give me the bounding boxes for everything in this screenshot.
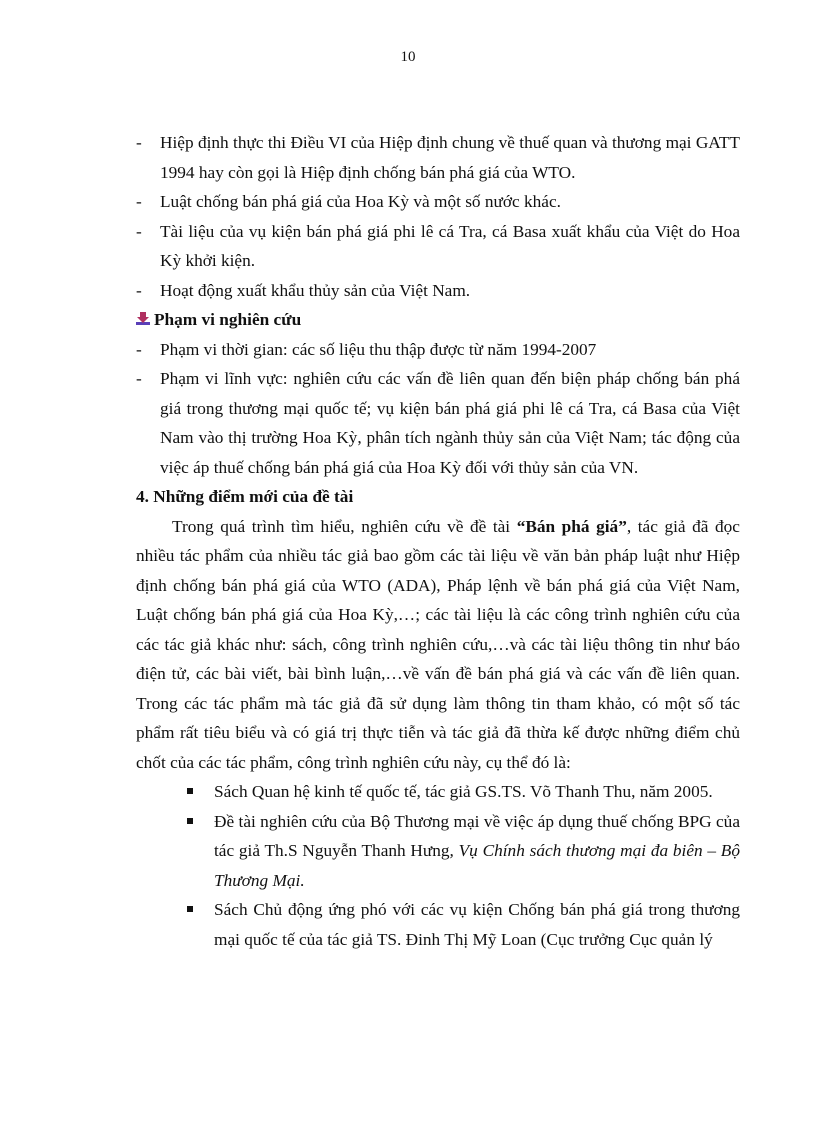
paragraph-text: , tác giả đã đọc nhiều tác phẩm của nhiều tác giả bao gồm các tài liệu về văn bản pháp luật như Hiệp định chống bán phá giá của WTO (ADA), Pháp lệnh về bán phá giá của Việt Nam, Luật chống bán phá giá của Hoa Kỳ,…; các tài liệu là các công trình nghiên cứu của các tác giả khác như: sách, công trình nghiên cứu,…và các tài liệu thông tin như báo điện tử, các bài viết, bài bình luận,…về vấn đề bán phá giá và các vấn đề liên quan. Trong các tác phẩm mà tác giả đã sử dụng làm thông tin tham khảo, có một số tác phẩm rất tiêu biểu và có giá trị thực tiễn và tác giả đã thừa kế được những điểm chủ chốt của các tác phẩm, công trình nghiên cứu này, cụ thể đó là: xyxy=(136,516,740,772)
page-content xyxy=(136,128,740,954)
dash-marker: - xyxy=(136,369,142,388)
list-item-text: Phạm vi lĩnh vực: nghiên cứu các vấn đề liên quan đến biện pháp chống bán phá giá trong thương mại quốc tế; vụ kiện bán phá giá phi lê cá Tra, cá Basa của Việt Nam vào thị trường Hoa Kỳ, phân tích ngành thủy sản của Việt Nam; tác động của việc áp thuế chống bán phá giá của Hoa Kỳ đối với thủy sản của VN. xyxy=(160,369,740,477)
list-item xyxy=(136,364,740,482)
square-bullet-icon xyxy=(187,788,193,794)
square-bullet-icon xyxy=(187,818,193,824)
down-arrow-icon xyxy=(136,312,150,328)
page-number: 10 xyxy=(400,49,416,65)
list-item xyxy=(136,217,740,276)
research-scope-heading xyxy=(136,305,740,335)
list-item xyxy=(136,128,740,187)
body-paragraph xyxy=(136,512,740,778)
bullet-item xyxy=(136,807,740,896)
bullet-text: Đề tài nghiên cứu của Bộ Thương mại về việc áp dụng thuế chống BPG của tác giả Th.S Nguyễn Thanh Hưng xyxy=(214,811,740,860)
list-item-text: Tài liệu của vụ kiện bán phá giá phi lê cá Tra, cá Basa xuất khẩu của Việt do Hoa Kỳ khởi kiện. xyxy=(160,221,740,270)
paragraph-text: Trong quá trình tìm hiểu, nghiên cứu về đề tài xyxy=(172,516,517,536)
bullet-item xyxy=(136,895,740,954)
list-item-text: Phạm vi thời gian: các số liệu thu thập được từ năm 1994-2007 xyxy=(160,339,597,359)
research-scope-heading-text: Phạm vi nghiên cứu xyxy=(154,310,302,329)
list-item xyxy=(136,335,740,365)
list-item-text: Hoạt động xuất khẩu thủy sản của Việt Nam. xyxy=(160,280,471,300)
bullet-text: Sách Quan hệ kinh tế quốc tế, tác giả GS.TS. Võ Thanh Thu, năm 2005. xyxy=(214,782,713,801)
dash-marker: - xyxy=(136,133,142,152)
dash-marker: - xyxy=(136,280,142,300)
square-bullet-icon xyxy=(187,906,193,912)
bullet-text-italic: , Vụ Chính sách thương mại đa biên – Bộ Thương Mại. xyxy=(214,841,740,890)
list-item xyxy=(136,276,740,306)
list-item-text: Luật chống bán phá giá của Hoa Kỳ và một số nước khác. xyxy=(160,192,561,211)
bullet-text: Sách Chủ động ứng phó với các vụ kiện Chống bán phá giá trong thương mại quốc tế của tác giả TS. Đinh Thị Mỹ Loan (Cục trưởng Cục quản lý xyxy=(214,900,740,949)
list-item-text: Hiệp định thực thi Điều VI của Hiệp định chung về thuế quan và thương mại GATT 1994 hay còn gọi là Hiệp định chống bán phá giá của WTO. xyxy=(160,133,740,182)
dash-marker: - xyxy=(136,192,142,211)
list-item xyxy=(136,187,740,217)
topic-title: “Bán phá giá” xyxy=(516,516,627,536)
section-heading: 4. Những điểm mới của đề tài xyxy=(136,487,354,506)
bullet-item xyxy=(136,777,740,807)
dash-marker: - xyxy=(136,221,142,241)
dash-marker: - xyxy=(136,339,142,359)
